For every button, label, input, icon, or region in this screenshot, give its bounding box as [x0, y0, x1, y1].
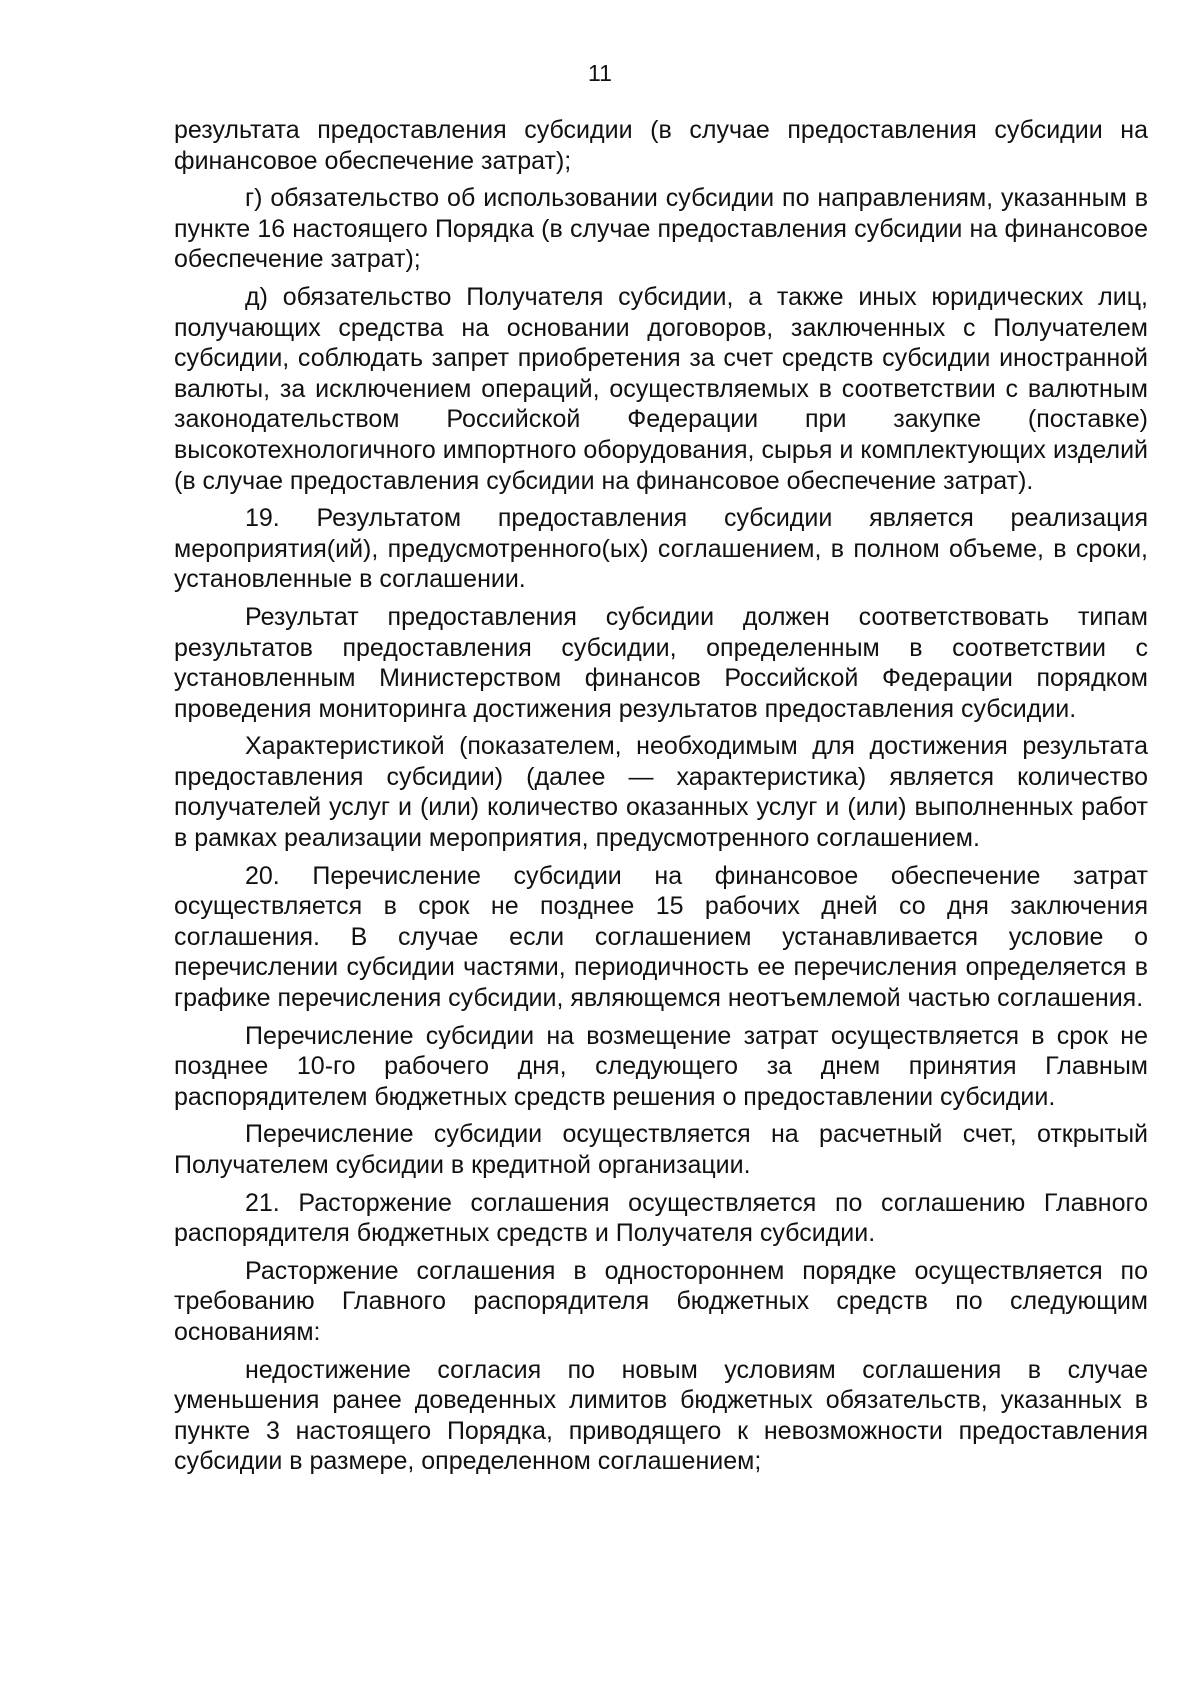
paragraph-reimbursement: Перечисление субсидии на возмещение затрат осуществляется в срок не позднее 10-го рабочего дня, следующего за днем принятия Главным распорядителем бюджетных средств решения о предоставлении субсидии.: [174, 1021, 1148, 1111]
paragraph-clause-19: 19. Результатом предоставления субсидии является реализация мероприятия(ий), предусмотренного(ых) соглашением, в полном объеме, в сроки, установленные в соглашении.: [174, 504, 1148, 594]
page-number: 11: [588, 60, 612, 86]
paragraph-clause-20: 20. Перечисление субсидии на финансовое обеспечение затрат осуществляется в срок не позднее 15 рабочих дней со дня заключения соглашения. В случае если соглашением устанавливается условие о перечислении субсидии частями, периодичность ее перечисления определяется в графике перечисления субсидии, являющемся неотъемлемой частью соглашения.: [174, 861, 1148, 1013]
paragraph-clause-21: 21. Расторжение соглашения осуществляется по соглашению Главного распорядителя бюджетных средств и Получателя субсидии.: [174, 1188, 1148, 1248]
paragraph-grounds: недостижение согласия по новым условиям соглашения в случае уменьшения ранее доведенных лимитов бюджетных обязательств, указанных в пункте 3 настоящего Порядка, приводящего к невозможности предоставления субсидии в размере, определенном соглашением;: [174, 1355, 1148, 1476]
paragraph-item-d: д) обязательство Получателя субсидии, а также иных юридических лиц, получающих средства на основании договоров, заключенных с Получателем субсидии, соблюдать запрет приобретения за счет средств субсидии иностранной валюты, за исключением операций, осуществляемых в соответствии с валютным законодательством Российской Федерации при закупке (поставке) высокотехнологичного импортного оборудования, сырья и комплектующих изделий (в случае предоставления субсидии на финансовое обеспечение затрат).: [174, 282, 1148, 495]
paragraph-unilateral: Расторжение соглашения в одностороннем порядке осуществляется по требованию Главного распорядителя бюджетных средств по следующим основаниям:: [174, 1256, 1148, 1346]
paragraph-continuation: результата предоставления субсидии (в случае предоставления субсидии на финансовое обеспечение затрат);: [174, 116, 1148, 175]
document-body: [174, 115, 1148, 1484]
paragraph-result-types: Результат предоставления субсидии должен соответствовать типам результатов предоставления субсидии, определенным в соответствии с установленным Министерством финансов Российской Федерации порядком проведения мониторинга достижения результатов предоставления субсидии.: [174, 602, 1148, 723]
paragraph-characteristic: Характеристикой (показателем, необходимым для достижения результата предоставления субсидии) (далее — характеристика) является количество получателей услуг и (или) количество оказанных услуг и (или) выполненных работ в рамках реализации мероприятия, предусмотренного соглашением.: [174, 732, 1148, 853]
paragraph-item-g: г) обязательство об использовании субсидии по направлениям, указанным в пункте 16 настоящего Порядка (в случае предоставления субсидии на финансовое обеспечение затрат);: [174, 184, 1148, 274]
paragraph-account: Перечисление субсидии осуществляется на расчетный счет, открытый Получателем субсидии в кредитной организации.: [174, 1120, 1148, 1179]
